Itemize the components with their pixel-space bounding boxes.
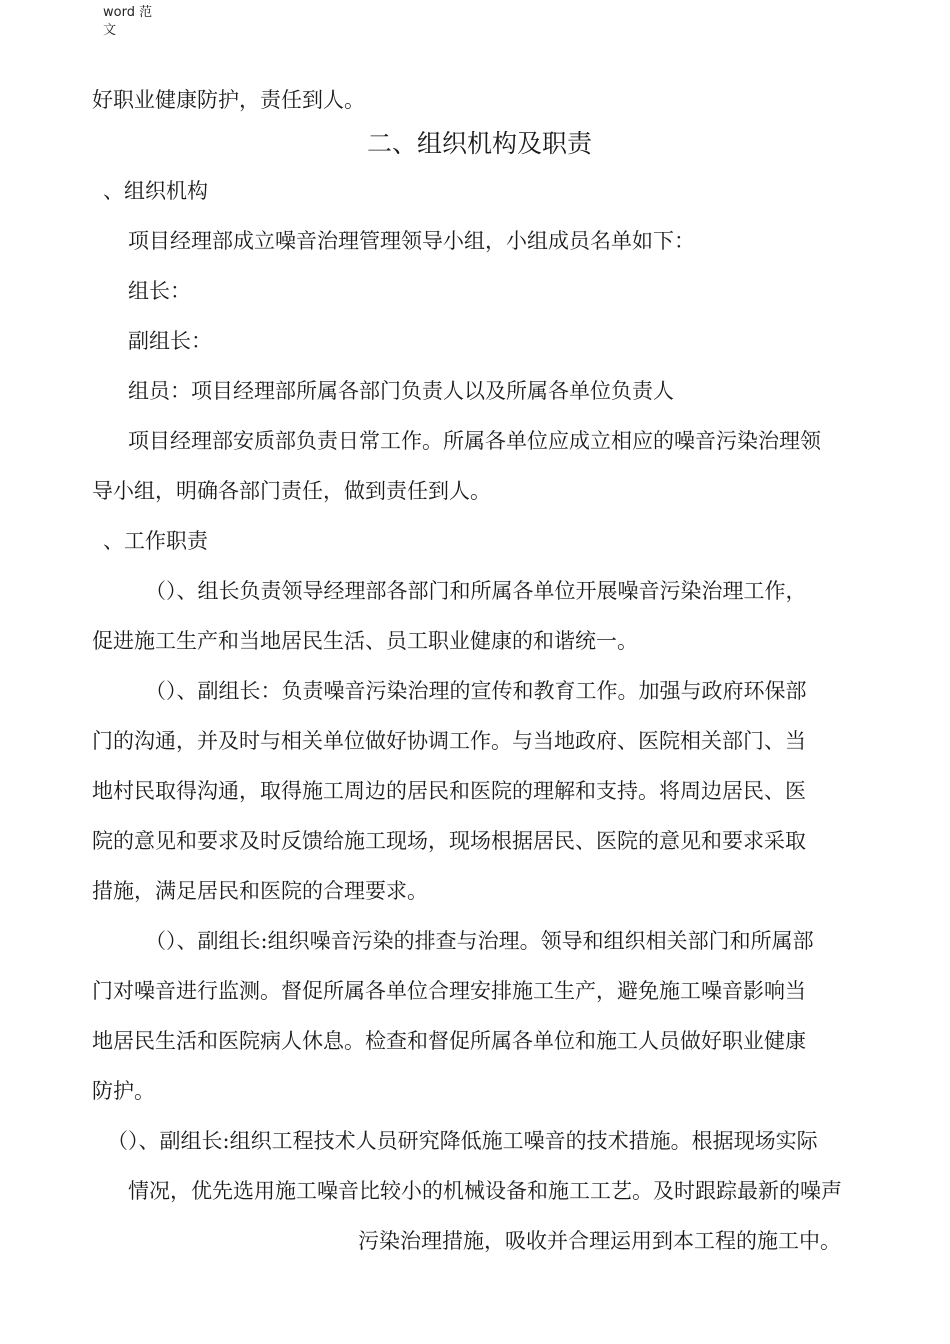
paragraph-line: 地居民生活和医院病人休息。检查和督促所属各单位和施工人员做好职业健康 (92, 1029, 806, 1053)
page-header (103, 4, 163, 40)
subsection-heading: 、组织机构 (103, 179, 208, 203)
paragraph-line: （）、副组长:组织噪音污染的排查与治理。领导和组织相关部门和所属部 (145, 929, 814, 953)
section-title: 二、组织机构及职责 (367, 129, 593, 158)
header-text-line-2: 文 (103, 23, 117, 38)
paragraph-line: 组员：项目经理部所属各部门负责人以及所属各单位负责人 (128, 379, 674, 403)
paragraph-line: 组长： (128, 279, 191, 303)
subsection-heading: 、工作职责 (103, 529, 208, 553)
paragraph-line: 污染治理措施，吸收并合理运用到本工程的施工中。 (358, 1229, 841, 1253)
paragraph-line: 促进施工生产和当地居民生活、员工职业健康的和谐统一。 (92, 629, 638, 653)
paragraph-line: 院的意见和要求及时反馈给施工现场，现场根据居民、医院的意见和要求采取 (92, 829, 806, 853)
paragraph-line: 副组长： (128, 329, 212, 353)
paragraph-line: （）、副组长：负责噪音污染治理的宣传和教育工作。加强与政府环保部 (145, 679, 807, 703)
paragraph-line: 防护。 (92, 1079, 155, 1103)
paragraph-line: 门的沟通，并及时与相关单位做好协调工作。与当地政府、医院相关部门、当 (92, 729, 806, 753)
paragraph-line: 项目经理部安质部负责日常工作。所属各单位应成立相应的噪音污染治理领 (128, 429, 821, 453)
paragraph-line: 好职业健康防护，责任到人。 (92, 88, 365, 112)
paragraph-line: 项目经理部成立噪音治理管理领导小组，小组成员名单如下： (128, 229, 695, 253)
paragraph-line: 情况，优先选用施工噪音比较小的机械设备和施工工艺。及时跟踪最新的噪声 (128, 1179, 842, 1203)
paragraph-line: 地村民取得沟通，取得施工周边的居民和医院的理解和支持。将周边居民、医 (92, 779, 806, 803)
paragraph-line: （）、组长负责领导经理部各部门和所属各单位开展噪音污染治理工作， (145, 579, 807, 603)
paragraph-line: （）、副组长:组织工程技术人员研究降低施工噪音的技术措施。根据现场实际 (107, 1129, 818, 1153)
paragraph-line: 导小组，明确各部门责任，做到责任到人。 (92, 479, 491, 503)
paragraph-line: 措施，满足居民和医院的合理要求。 (92, 879, 428, 903)
paragraph-line: 门对噪音进行监测。督促所属各单位合理安排施工生产，避免施工噪音影响当 (92, 979, 806, 1003)
header-text-line-1: word 范 (103, 5, 153, 20)
